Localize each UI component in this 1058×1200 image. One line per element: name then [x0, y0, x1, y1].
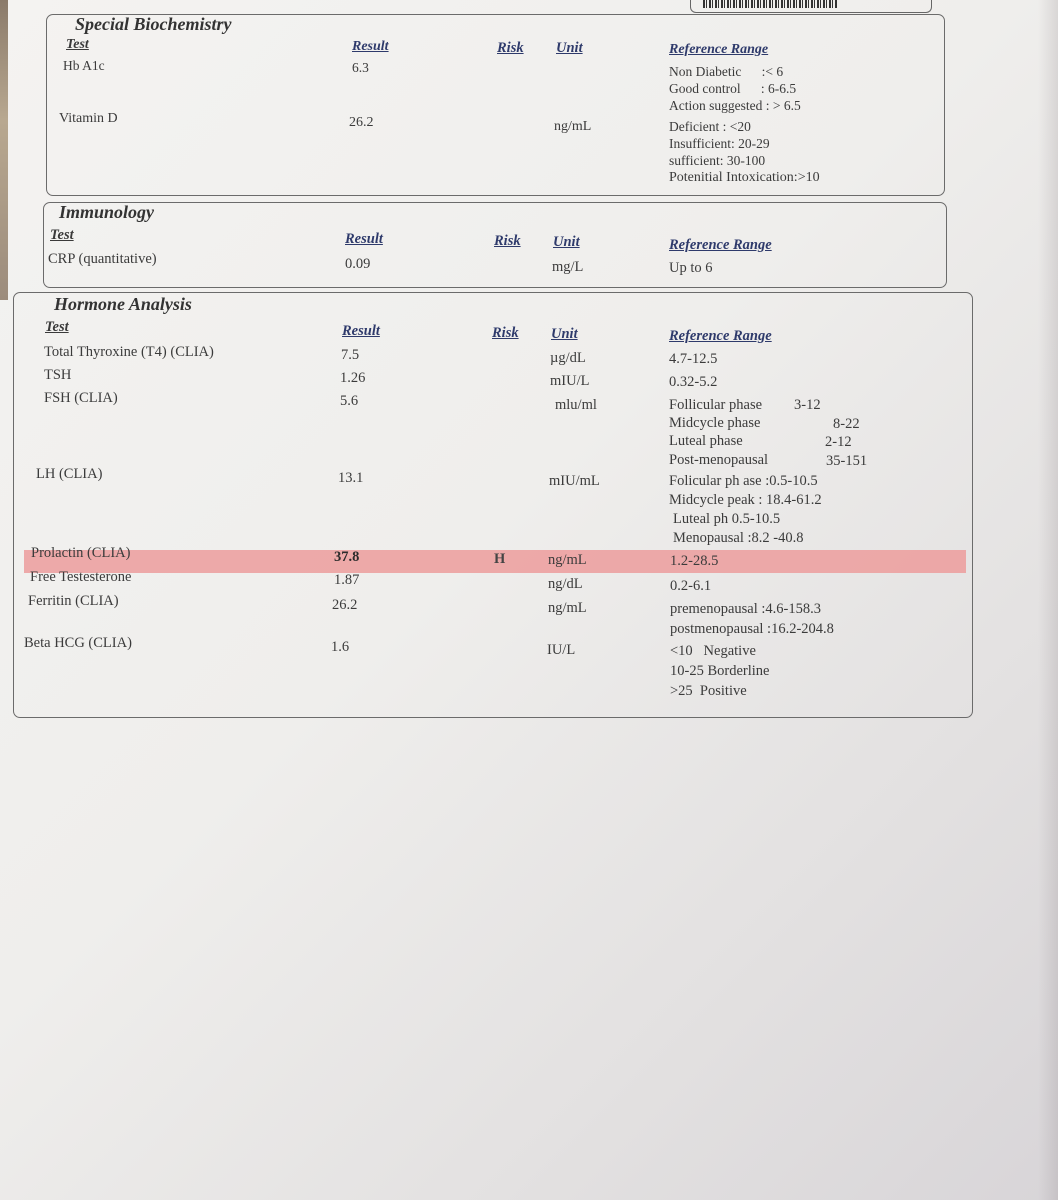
reference-line: Midcycle peak : 18.4-61.2	[669, 492, 822, 508]
test-name: LH (CLIA)	[36, 466, 103, 482]
test-name: CRP (quantitative)	[48, 251, 157, 267]
header-result: Result	[352, 39, 389, 54]
unit-value: ng/mL	[554, 119, 592, 134]
section-title: Hormone Analysis	[54, 294, 192, 314]
unit-value: mIU/L	[550, 373, 590, 389]
section-title: Special Biochemistry	[75, 14, 232, 34]
result-value: 1.87	[334, 572, 360, 588]
header-reference: Reference Range	[669, 328, 772, 344]
header-reference: Reference Range	[669, 42, 769, 57]
result-value: 13.1	[338, 470, 364, 486]
test-name: TSH	[44, 367, 72, 383]
reference-label: Post-menopausal	[669, 452, 769, 468]
header-risk: Risk	[494, 233, 521, 249]
header-test: Test	[45, 319, 69, 335]
header-result: Result	[342, 323, 380, 339]
test-name: FSH (CLIA)	[44, 390, 118, 406]
result-value: 6.3	[352, 60, 369, 75]
reference-line: Insufficient: 20-29	[669, 136, 770, 151]
unit-value: ng/dL	[548, 576, 583, 592]
risk-flag: H	[494, 551, 506, 567]
test-name: Total Thyroxine (T4) (CLIA)	[44, 344, 214, 360]
result-value: 26.2	[349, 115, 374, 130]
shadow	[1038, 0, 1058, 1200]
reference-line: Potenitial Intoxication:>10	[669, 170, 820, 185]
unit-value: mIU/mL	[549, 473, 600, 489]
barcode	[703, 0, 838, 8]
reference-line: postmenopausal :16.2-204.8	[670, 621, 834, 637]
reference-line: sufficient: 30-100	[669, 153, 766, 168]
reference-label: Follicular phase	[669, 397, 763, 413]
unit-value: ng/mL	[548, 552, 587, 568]
unit-value: ng/mL	[548, 600, 587, 616]
reference-line: Menopausal :8.2 -40.8	[673, 530, 804, 546]
reference-line: >25 Positive	[670, 683, 747, 699]
header-result: Result	[345, 231, 383, 247]
header-risk: Risk	[497, 40, 524, 56]
reference-value: 3-12	[794, 397, 821, 413]
reference-value: 1.2-28.5	[670, 553, 719, 569]
unit-value: mlu/ml	[555, 397, 597, 413]
reference-line: 10-25 Borderline	[670, 663, 770, 679]
result-value: 1.26	[340, 370, 366, 386]
reference-value: 8-22	[833, 416, 860, 432]
reference-line: Good control : 6-6.5	[669, 81, 797, 96]
reference-line: Folicular ph ase :0.5-10.5	[669, 473, 818, 489]
header-unit: Unit	[556, 40, 583, 56]
header-unit: Unit	[551, 326, 578, 342]
reference-label: Midcycle phase	[669, 415, 761, 431]
reference-value: 0.2-6.1	[670, 578, 712, 594]
result-value: 37.8	[334, 549, 360, 565]
header-reference: Reference Range	[669, 237, 772, 253]
reference-value: Up to 6	[669, 260, 713, 276]
reference-line: Deficient : <20	[669, 119, 751, 134]
reference-line: <10 Negative	[670, 643, 756, 659]
result-value: 0.09	[345, 256, 371, 272]
reference-label: Luteal phase	[669, 433, 743, 449]
test-name: Vitamin D	[59, 111, 118, 126]
test-name: Hb A1c	[63, 58, 105, 73]
result-value: 1.6	[331, 639, 350, 655]
result-value: 26.2	[332, 597, 358, 613]
reference-value: 35-151	[826, 453, 868, 469]
unit-value: IU/L	[547, 642, 576, 658]
reference-line: Non Diabetic :< 6	[669, 64, 784, 79]
result-value: 5.6	[340, 393, 359, 409]
test-name: Beta HCG (CLIA)	[24, 635, 132, 651]
reference-line: Action suggested : > 6.5	[669, 98, 801, 113]
header-test: Test	[50, 227, 74, 243]
unit-value: µg/dL	[550, 350, 586, 366]
reference-value: 0.32-5.2	[669, 374, 718, 390]
test-name: Ferritin (CLIA)	[28, 593, 119, 609]
reference-value: 4.7-12.5	[669, 351, 718, 367]
header-unit: Unit	[553, 234, 580, 250]
test-name: Free Testesterone	[30, 569, 132, 585]
result-value: 7.5	[341, 347, 360, 363]
reference-line: Luteal ph 0.5-10.5	[673, 511, 781, 527]
unit-value: mg/L	[552, 259, 584, 275]
reference-line: premenopausal :4.6-158.3	[670, 601, 822, 617]
header-test: Test	[66, 37, 89, 52]
test-name: Prolactin (CLIA)	[31, 545, 131, 561]
reference-value: 2-12	[825, 434, 852, 450]
paper-edge	[0, 0, 8, 300]
header-risk: Risk	[492, 325, 519, 341]
special-biochemistry-section	[46, 14, 945, 196]
section-title: Immunology	[59, 202, 155, 222]
